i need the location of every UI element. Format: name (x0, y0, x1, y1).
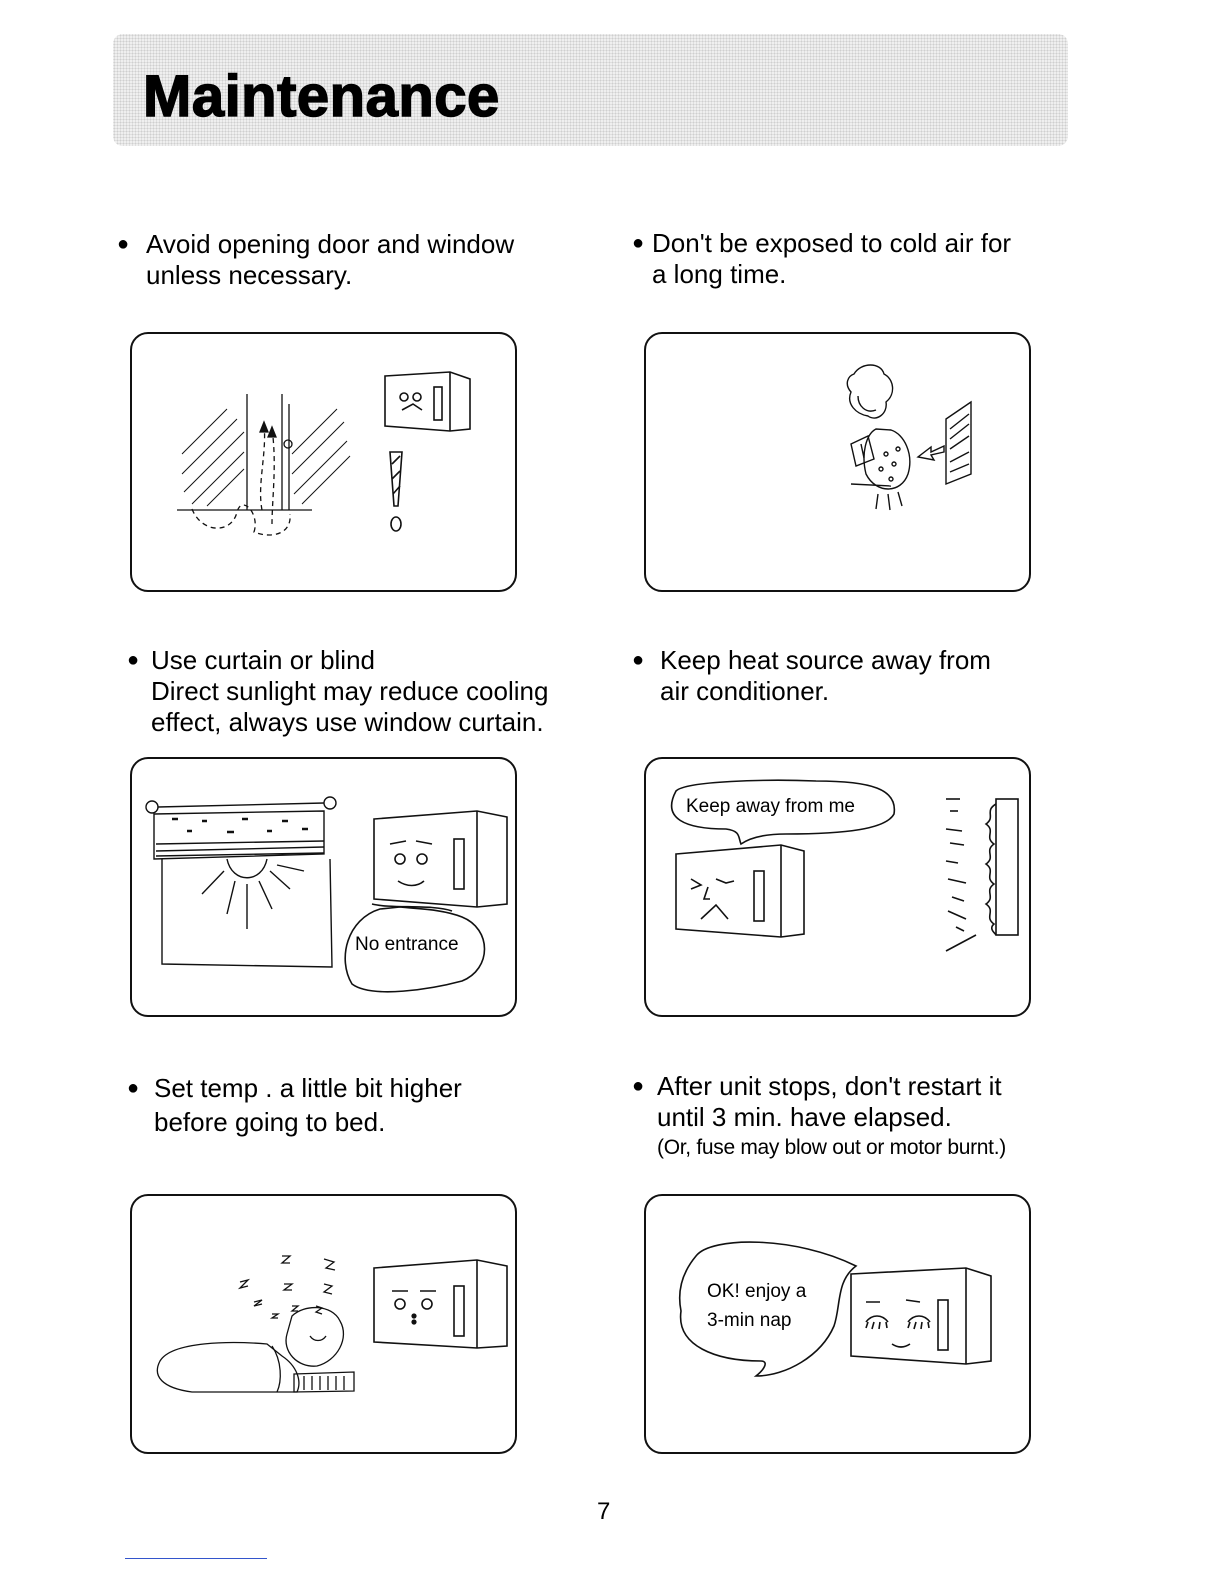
page-title: Maintenance (143, 64, 500, 129)
tip-line: Direct sunlight may reduce cooling (151, 676, 549, 706)
tip-restart (632, 1071, 1006, 1163)
tip-cold-air (632, 228, 1011, 290)
bubble-nap-line2: 3-min nap (707, 1310, 792, 1331)
tip-set-temp (127, 1073, 462, 1138)
bullet-icon: ● (632, 1075, 645, 1097)
illustration-heat-source (644, 757, 1031, 1017)
tip-avoid-opening-door (117, 229, 514, 291)
illustration-cold-air (644, 332, 1031, 592)
nap-scene (646, 1196, 1029, 1452)
tip-line: Avoid opening door and window (146, 229, 515, 259)
air-conditioner-icon (851, 1268, 991, 1364)
bullet-icon: ● (117, 233, 130, 255)
tip-line: a long time. (652, 259, 787, 289)
heater-icon (946, 799, 1018, 951)
tip-line: before going to bed. (154, 1107, 386, 1137)
bubble-no-entrance-text: No entrance (355, 934, 459, 955)
bullet-icon: ● (127, 1077, 140, 1099)
tip-heat-source (632, 645, 991, 707)
tip-line: Don't be exposed to cold air for (652, 228, 1012, 258)
exclamation-icon (390, 452, 402, 531)
window-icon (132, 334, 515, 590)
curtain-icon (132, 759, 515, 1015)
illustration-curtain (130, 757, 517, 1017)
bullet-icon: ● (632, 232, 645, 254)
illustration-nap (644, 1194, 1031, 1454)
air-conditioner-icon (374, 1260, 507, 1348)
tip-line: air conditioner. (660, 676, 830, 706)
page-number: 7 (597, 1498, 611, 1525)
tip-line: After unit stops, don't restart it (657, 1071, 1002, 1101)
bullet-icon: ● (127, 649, 140, 671)
bubble-nap-line1: OK! enjoy a (707, 1281, 807, 1302)
air-conditioner-icon (918, 402, 971, 484)
tip-note: (Or, fuse may blow out or motor burnt.) (657, 1136, 1006, 1159)
tip-line: Set temp . a little bit higher (154, 1073, 462, 1103)
tip-line: effect, always use window curtain. (151, 707, 544, 737)
person-icon (646, 334, 1029, 590)
tip-line: Use curtain or blind (151, 645, 375, 675)
sleeping-person-icon (132, 1196, 515, 1452)
tip-line: until 3 min. have elapsed. (657, 1102, 952, 1132)
air-conditioner-icon (385, 372, 470, 431)
air-conditioner-icon (676, 845, 804, 937)
illustration-sleeping (130, 1194, 517, 1454)
bubble-keep-away-text: Keep away from me (686, 796, 855, 817)
illustration-door-window (130, 332, 517, 592)
tip-curtain (127, 645, 548, 738)
bullet-icon: ● (632, 649, 645, 671)
footer-rule (125, 1558, 267, 1559)
air-conditioner-icon (372, 811, 507, 911)
tip-line: unless necessary. (146, 260, 353, 290)
tip-line: Keep heat source away from (660, 645, 991, 675)
